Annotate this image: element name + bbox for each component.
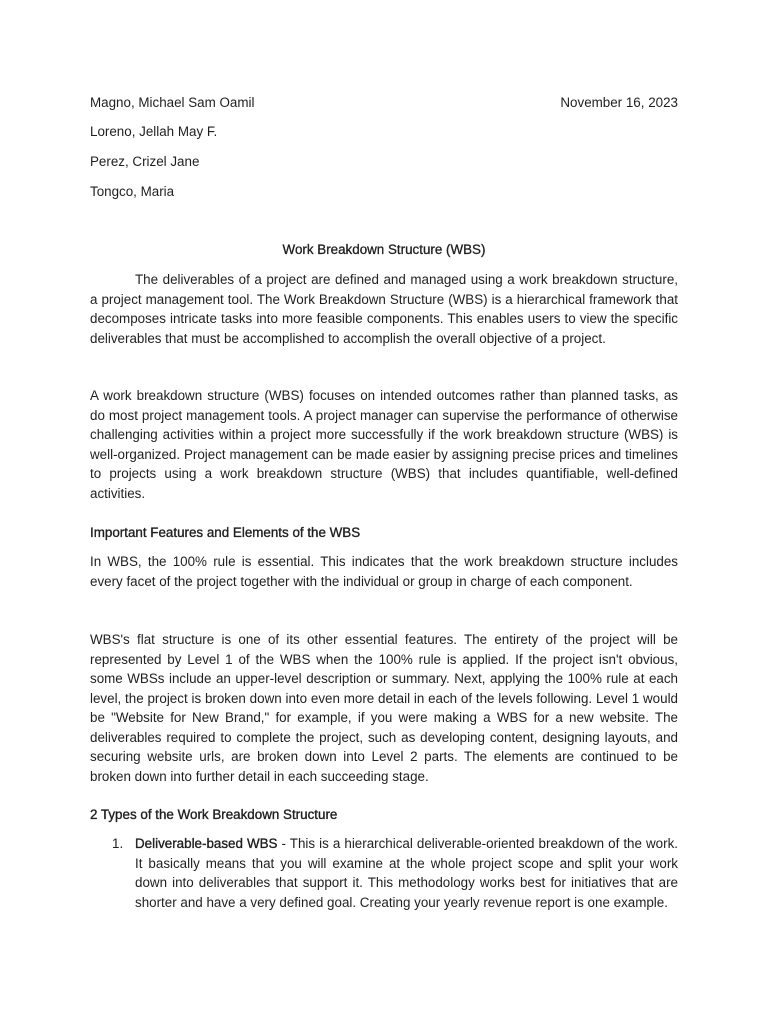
body-paragraph: A work breakdown structure (WBS) focuses on intended outcomes rather than planned tasks, as do most project management tools. A project manager can supervise the performance of otherwise challenging activities within a project more successfully if the work breakdown structure (WBS) is well-organized. Project management can be made easier by assigning precise prices and timelines to projects using a work breakdown structure (WBS) that includes quantifiable, well-defined activities. (90, 388, 678, 501)
list-item (90, 834, 678, 912)
author-name: Magno, Michael Sam Oamil (90, 95, 255, 110)
body-paragraph: WBS's flat structure is one of its other essential features. The entirety of the project will be represented by Level 1 of the WBS when the 100% rule is applied. If the project isn't obvious, some WBSs include an upper-level description or summary. Next, applying the 100% rule at each level, the project is broken down into even more detail in each of the levels following. Level 1 would be "Website for New Brand," for example, if you were making a WBS for a new website. The deliverables required to complete the project, such as developing content, designing layouts, and securing website urls, are broken down into Level 2 parts. The elements are continued to be broken down into further detail in each succeeding stage. (90, 632, 678, 784)
section-heading-types: 2 Types of the Work Breakdown Structure (90, 807, 338, 822)
list-item-text: - This is a hierarchical deliverable-oriented breakdown of the work. It basically means that you will examine at the whole project scope and split your work down into deliverables that support it. This methodology works best for initiatives that are shorter and have a very defined goal. Creating your yearly revenue report is one example. (135, 836, 678, 910)
author-name: Perez, Crizel Jane (90, 154, 200, 169)
list-number: 1. (112, 836, 124, 851)
body-paragraph: In WBS, the 100% rule is essential. This indicates that the work breakdown structure includes every facet of the project together with the individual or group in charge of each component. (90, 554, 678, 589)
document-title: Work Breakdown Structure (WBS) (282, 242, 486, 257)
author-name: Tongco, Maria (90, 184, 175, 199)
author-name: Loreno, Jellah May F. (90, 124, 218, 139)
intro-paragraph: The deliverables of a project are defined and managed using a work breakdown structure, a project management tool. The Work Breakdown Structure (WBS) is a hierarchical framework that decomposes intricate tasks into more feasible components. This enables users to view the specific deliverables that must be accomplished to accomplish the overall objective of a project. (90, 272, 678, 346)
types-list (90, 834, 678, 912)
list-item-term: Deliverable-based WBS (135, 836, 278, 851)
section-heading-features: Important Features and Elements of the WBS (90, 525, 361, 540)
document-date: November 16, 2023 (560, 95, 678, 110)
document-page (90, 0, 678, 1024)
